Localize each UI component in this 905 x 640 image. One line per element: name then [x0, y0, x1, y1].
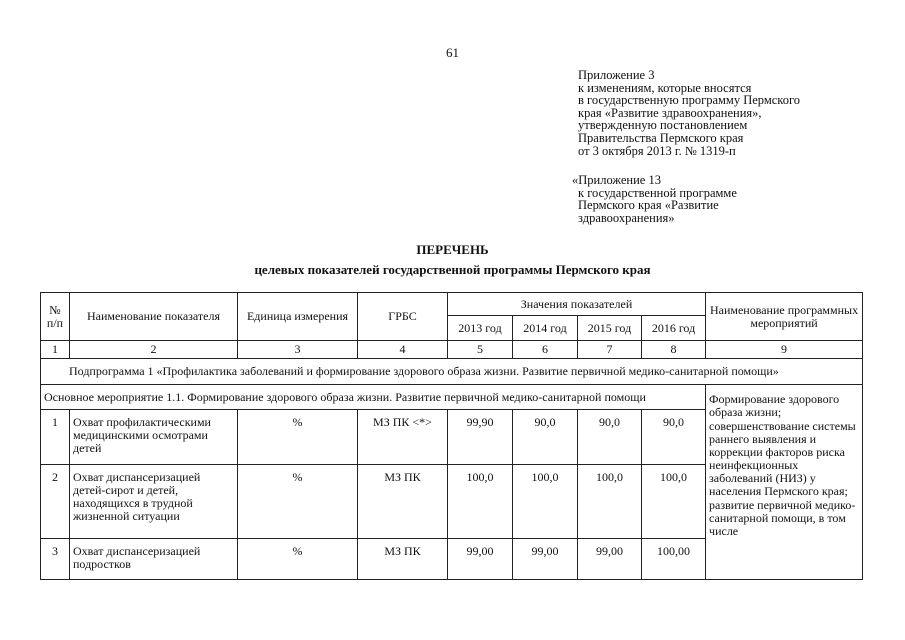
row-name: Охват диспансеризацией подростков	[70, 539, 238, 580]
row-unit: %	[238, 465, 358, 539]
measure-item: совершенствование системы раннего выявления и коррекции факторов риска неинфекционных заболеваний (НИЗ) у населения Пермского края;	[709, 419, 856, 498]
row-grbs: МЗ ПК	[358, 465, 448, 539]
row-num: 3	[41, 539, 70, 580]
header-measures: Наименование программных мероприятий	[706, 293, 863, 341]
measures-cell	[706, 385, 863, 580]
document-subtitle: целевых показателей государственной программы Пермского края	[254, 262, 651, 277]
main-activity-row: Основное мероприятие 1.1. Формирование здорового образа жизни. Развитие первичной медико-санитарной помощи	[41, 385, 706, 410]
row-value-2015: 100,0	[578, 465, 642, 539]
row-unit: %	[238, 410, 358, 465]
header-name: Наименование показателя	[70, 293, 238, 341]
header-values-group: Значения показателей	[448, 293, 706, 316]
appendix-line: в государственную программу Пермского	[578, 93, 801, 108]
header-year-2016: 2016 год	[642, 316, 706, 341]
row-value-2016: 90,0	[642, 410, 706, 465]
column-number: 2	[70, 341, 238, 359]
row-value-2014: 90,0	[513, 410, 578, 465]
appendix-line: Правительства Пермского края	[578, 130, 744, 145]
row-value-2015: 99,00	[578, 539, 642, 580]
appendix-line: Приложение 3	[578, 68, 655, 82]
column-number: 1	[41, 341, 70, 359]
row-value-2014: 99,00	[513, 539, 578, 580]
header-year-2013: 2013 год	[448, 316, 513, 341]
page-number: 61	[446, 45, 459, 60]
subprogram-row: Подпрограмма 1 «Профилактика заболеваний и формирование здорового образа жизни. Развитие первичной медико-санитарной помощи»	[41, 359, 863, 385]
header-unit: Единица измерения	[238, 293, 358, 341]
row-value-2015: 90,0	[578, 410, 642, 465]
column-number: 8	[642, 341, 706, 359]
row-value-2014: 100,0	[513, 465, 578, 539]
appendix-13-block	[572, 174, 872, 224]
header-year-2015: 2015 год	[578, 316, 642, 341]
column-number: 5	[448, 341, 513, 359]
appendix-line: Пермского края «Развитие	[578, 198, 719, 213]
row-value-2016: 100,00	[642, 539, 706, 580]
measure-item: развитие первичной медико-санитарной помощи, в том числе	[709, 498, 856, 538]
header-year-2014: 2014 год	[513, 316, 578, 341]
row-num: 1	[41, 410, 70, 465]
appendix-3-block	[578, 69, 878, 157]
appendix-line: «Приложение 13	[572, 173, 661, 187]
row-value-2013: 100,0	[448, 465, 513, 539]
appendix-line: к государственной программе	[578, 185, 737, 200]
indicators-table	[40, 292, 863, 580]
header-grbs: ГРБС	[358, 293, 448, 341]
column-number: 7	[578, 341, 642, 359]
row-value-2013: 99,00	[448, 539, 513, 580]
row-num: 2	[41, 465, 70, 539]
column-number: 3	[238, 341, 358, 359]
row-value-2013: 99,90	[448, 410, 513, 465]
row-grbs: МЗ ПК	[358, 539, 448, 580]
appendix-line: утвержденную постановлением	[578, 118, 748, 133]
column-number: 4	[358, 341, 448, 359]
row-grbs: МЗ ПК <*>	[358, 410, 448, 465]
row-value-2016: 100,0	[642, 465, 706, 539]
appendix-line: к изменениям, которые вносятся	[578, 80, 752, 95]
document-title: ПЕРЕЧЕНЬ	[416, 242, 489, 257]
column-number: 6	[513, 341, 578, 359]
row-name: Охват профилактическими медицинскими осмотрами детей	[70, 410, 238, 465]
header-num: № п/п	[41, 293, 70, 341]
appendix-line: края «Развитие здравоохранения»,	[578, 105, 762, 120]
appendix-line: здравоохранения»	[578, 210, 675, 225]
measure-item: Формирование здорового образа жизни;	[709, 392, 840, 419]
appendix-line: от 3 октября 2013 г. № 1319-п	[578, 143, 736, 158]
column-number: 9	[706, 341, 863, 359]
row-name: Охват диспансеризацией детей-сирот и детей, находящихся в трудной жизненной ситуации	[70, 465, 238, 539]
row-unit: %	[238, 539, 358, 580]
